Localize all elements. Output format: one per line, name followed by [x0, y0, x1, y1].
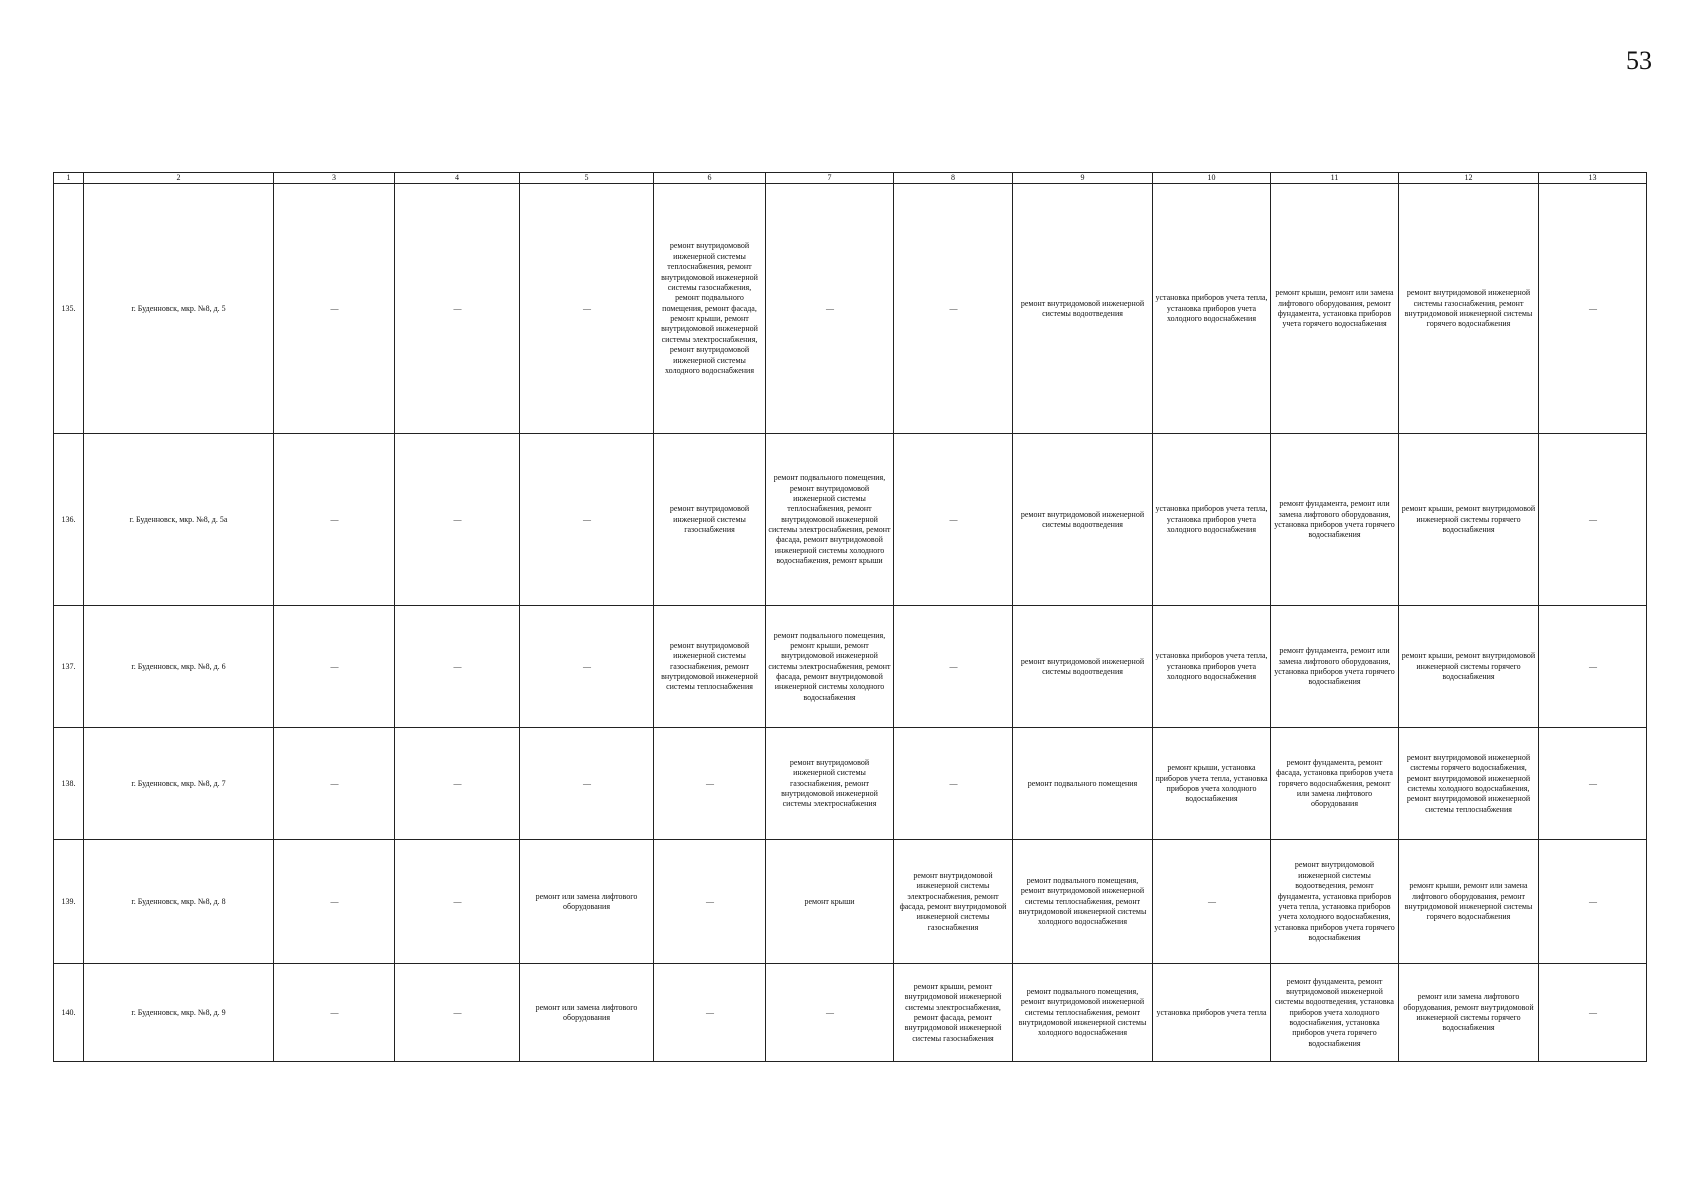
row-number: 137. [54, 606, 84, 728]
page-number: 53 [1626, 46, 1652, 75]
work-cell: ремонт внутридомовой инженерной системы водоотведения, ремонт фундамента, установка приборов учета тепла, установка приборов учета холодного водоснабжения, установка приборов учета горячего водоснабжения [1271, 840, 1399, 964]
work-cell: — [894, 184, 1013, 434]
work-cell: ремонт или замена лифтового оборудования, ремонт внутридомовой инженерной системы горячего водоснабжения [1399, 964, 1539, 1062]
work-cell: — [894, 606, 1013, 728]
row-number: 135. [54, 184, 84, 434]
column-numbers-row [54, 173, 1647, 184]
work-cell: ремонт подвального помещения, ремонт внутридомовой инженерной системы теплоснабжения, ремонт внутридомовой инженерной системы холодного водоснабжения [1013, 964, 1153, 1062]
work-cell: ремонт внутридомовой инженерной системы газоснабжения [654, 434, 766, 606]
work-cell: ремонт крыши [766, 840, 894, 964]
work-cell: установка приборов учета тепла [1153, 964, 1271, 1062]
work-cell: — [1539, 434, 1647, 606]
work-cell: ремонт внутридомовой инженерной системы водоотведения [1013, 606, 1153, 728]
column-number: 7 [766, 173, 894, 184]
column-number: 9 [1013, 173, 1153, 184]
work-cell: установка приборов учета тепла, установка приборов учета холодного водоснабжения [1153, 606, 1271, 728]
work-cell: ремонт крыши, ремонт внутридомовой инженерной системы электроснабжения, ремонт фасада, ремонт внутридомовой инженерной системы газоснабжения [894, 964, 1013, 1062]
table-row [54, 840, 1647, 964]
row-number: 138. [54, 728, 84, 840]
work-cell: — [520, 728, 654, 840]
work-cell: — [274, 840, 395, 964]
work-cell: ремонт крыши, ремонт или замена лифтового оборудования, ремонт внутридомовой инженерной системы горячего водоснабжения [1399, 840, 1539, 964]
work-cell: ремонт крыши, ремонт или замена лифтового оборудования, ремонт фундамента, установка приборов учета горячего водоснабжения [1271, 184, 1399, 434]
row-number: 136. [54, 434, 84, 606]
work-cell: — [1539, 184, 1647, 434]
work-cell: — [274, 606, 395, 728]
work-cell: ремонт крыши, установка приборов учета тепла, установка приборов учета холодного водоснабжения [1153, 728, 1271, 840]
work-cell: ремонт фундамента, ремонт фасада, установка приборов учета горячего водоснабжения, ремонт или замена лифтового оборудования [1271, 728, 1399, 840]
column-number: 5 [520, 173, 654, 184]
work-cell: — [520, 434, 654, 606]
row-number: 140. [54, 964, 84, 1062]
work-cell: — [274, 964, 395, 1062]
work-cell: ремонт крыши, ремонт внутридомовой инженерной системы горячего водоснабжения [1399, 434, 1539, 606]
work-cell: — [520, 606, 654, 728]
work-cell: — [274, 434, 395, 606]
address-cell: г. Буденновск, мкр. №8, д. 7 [84, 728, 274, 840]
row-number: 139. [54, 840, 84, 964]
column-number: 8 [894, 173, 1013, 184]
work-cell: — [274, 184, 395, 434]
work-cell: ремонт внутридомовой инженерной системы теплоснабжения, ремонт внутридомовой инженерной системы газоснабжения, ремонт подвального помещения, ремонт фасада, ремонт крыши, ремонт внутридомовой инженерной системы электроснабжения, ремонт внутридомовой инженерной системы холодного водоснабжения [654, 184, 766, 434]
work-cell: — [894, 728, 1013, 840]
work-cell: ремонт внутридомовой инженерной системы газоснабжения, ремонт внутридомовой инженерной системы электроснабжения [766, 728, 894, 840]
column-number: 3 [274, 173, 395, 184]
table-row [54, 964, 1647, 1062]
work-cell: ремонт внутридомовой инженерной системы газоснабжения, ремонт внутридомовой инженерной системы теплоснабжения [654, 606, 766, 728]
address-cell: г. Буденновск, мкр. №8, д. 9 [84, 964, 274, 1062]
work-cell: — [654, 964, 766, 1062]
column-number: 13 [1539, 173, 1647, 184]
work-cell: — [395, 728, 520, 840]
work-cell: ремонт подвального помещения, ремонт внутридомовой инженерной системы теплоснабжения, ремонт внутридомовой инженерной системы электроснабжения, ремонт фасада, ремонт внутридомовой инженерной системы холодного водоснабжения, ремонт крыши [766, 434, 894, 606]
table-row [54, 606, 1647, 728]
work-cell: — [894, 434, 1013, 606]
work-cell: установка приборов учета тепла, установка приборов учета холодного водоснабжения [1153, 434, 1271, 606]
table-row [54, 184, 1647, 434]
address-cell: г. Буденновск, мкр. №8, д. 8 [84, 840, 274, 964]
work-cell: ремонт подвального помещения, ремонт внутридомовой инженерной системы теплоснабжения, ремонт внутридомовой инженерной системы холодного водоснабжения [1013, 840, 1153, 964]
work-cell: — [395, 606, 520, 728]
address-cell: г. Буденновск, мкр. №8, д. 5а [84, 434, 274, 606]
column-number: 4 [395, 173, 520, 184]
work-cell: — [766, 964, 894, 1062]
work-cell: — [1539, 728, 1647, 840]
work-cell: — [395, 434, 520, 606]
work-cell: — [654, 728, 766, 840]
work-cell: ремонт внутридомовой инженерной системы водоотведения [1013, 184, 1153, 434]
work-cell: ремонт или замена лифтового оборудования [520, 964, 654, 1062]
column-number: 1 [54, 173, 84, 184]
work-cell: ремонт крыши, ремонт внутридомовой инженерной системы горячего водоснабжения [1399, 606, 1539, 728]
work-cell: — [1153, 840, 1271, 964]
work-cell: ремонт внутридомовой инженерной системы газоснабжения, ремонт внутридомовой инженерной системы горячего водоснабжения [1399, 184, 1539, 434]
work-cell: ремонт фундамента, ремонт или замена лифтового оборудования, установка приборов учета горячего водоснабжения [1271, 606, 1399, 728]
work-cell: ремонт фундамента, ремонт или замена лифтового оборудования, установка приборов учета горячего водоснабжения [1271, 434, 1399, 606]
column-number: 11 [1271, 173, 1399, 184]
work-cell: ремонт фундамента, ремонт внутридомовой инженерной системы водоотведения, установка приборов учета холодного водоснабжения, установка приборов учета горячего водоснабжения [1271, 964, 1399, 1062]
column-number: 2 [84, 173, 274, 184]
work-cell: ремонт или замена лифтового оборудования [520, 840, 654, 964]
address-cell: г. Буденновск, мкр. №8, д. 5 [84, 184, 274, 434]
work-cell: — [274, 728, 395, 840]
column-number: 6 [654, 173, 766, 184]
work-cell: — [395, 840, 520, 964]
work-cell: — [1539, 964, 1647, 1062]
work-cell: — [520, 184, 654, 434]
table-row [54, 728, 1647, 840]
work-cell: — [1539, 840, 1647, 964]
work-cell: установка приборов учета тепла, установка приборов учета холодного водоснабжения [1153, 184, 1271, 434]
work-cell: ремонт внутридомовой инженерной системы горячего водоснабжения, ремонт внутридомовой инженерной системы холодного водоснабжения, ремонт внутридомовой инженерной системы теплоснабжения [1399, 728, 1539, 840]
work-cell: — [1539, 606, 1647, 728]
address-cell: г. Буденновск, мкр. №8, д. 6 [84, 606, 274, 728]
column-number: 12 [1399, 173, 1539, 184]
table-row [54, 434, 1647, 606]
work-cell: ремонт подвального помещения, ремонт крыши, ремонт внутридомовой инженерной системы электроснабжения, ремонт фасада, ремонт внутридомовой инженерной системы холодного водоснабжения [766, 606, 894, 728]
work-cell: — [395, 964, 520, 1062]
column-number: 10 [1153, 173, 1271, 184]
work-cell: — [766, 184, 894, 434]
work-cell: — [395, 184, 520, 434]
work-cell: ремонт внутридомовой инженерной системы электроснабжения, ремонт фасада, ремонт внутридомовой инженерной системы газоснабжения [894, 840, 1013, 964]
work-cell: ремонт внутридомовой инженерной системы водоотведения [1013, 434, 1153, 606]
repair-schedule-table [53, 172, 1647, 1062]
work-cell: ремонт подвального помещения [1013, 728, 1153, 840]
work-cell: — [654, 840, 766, 964]
